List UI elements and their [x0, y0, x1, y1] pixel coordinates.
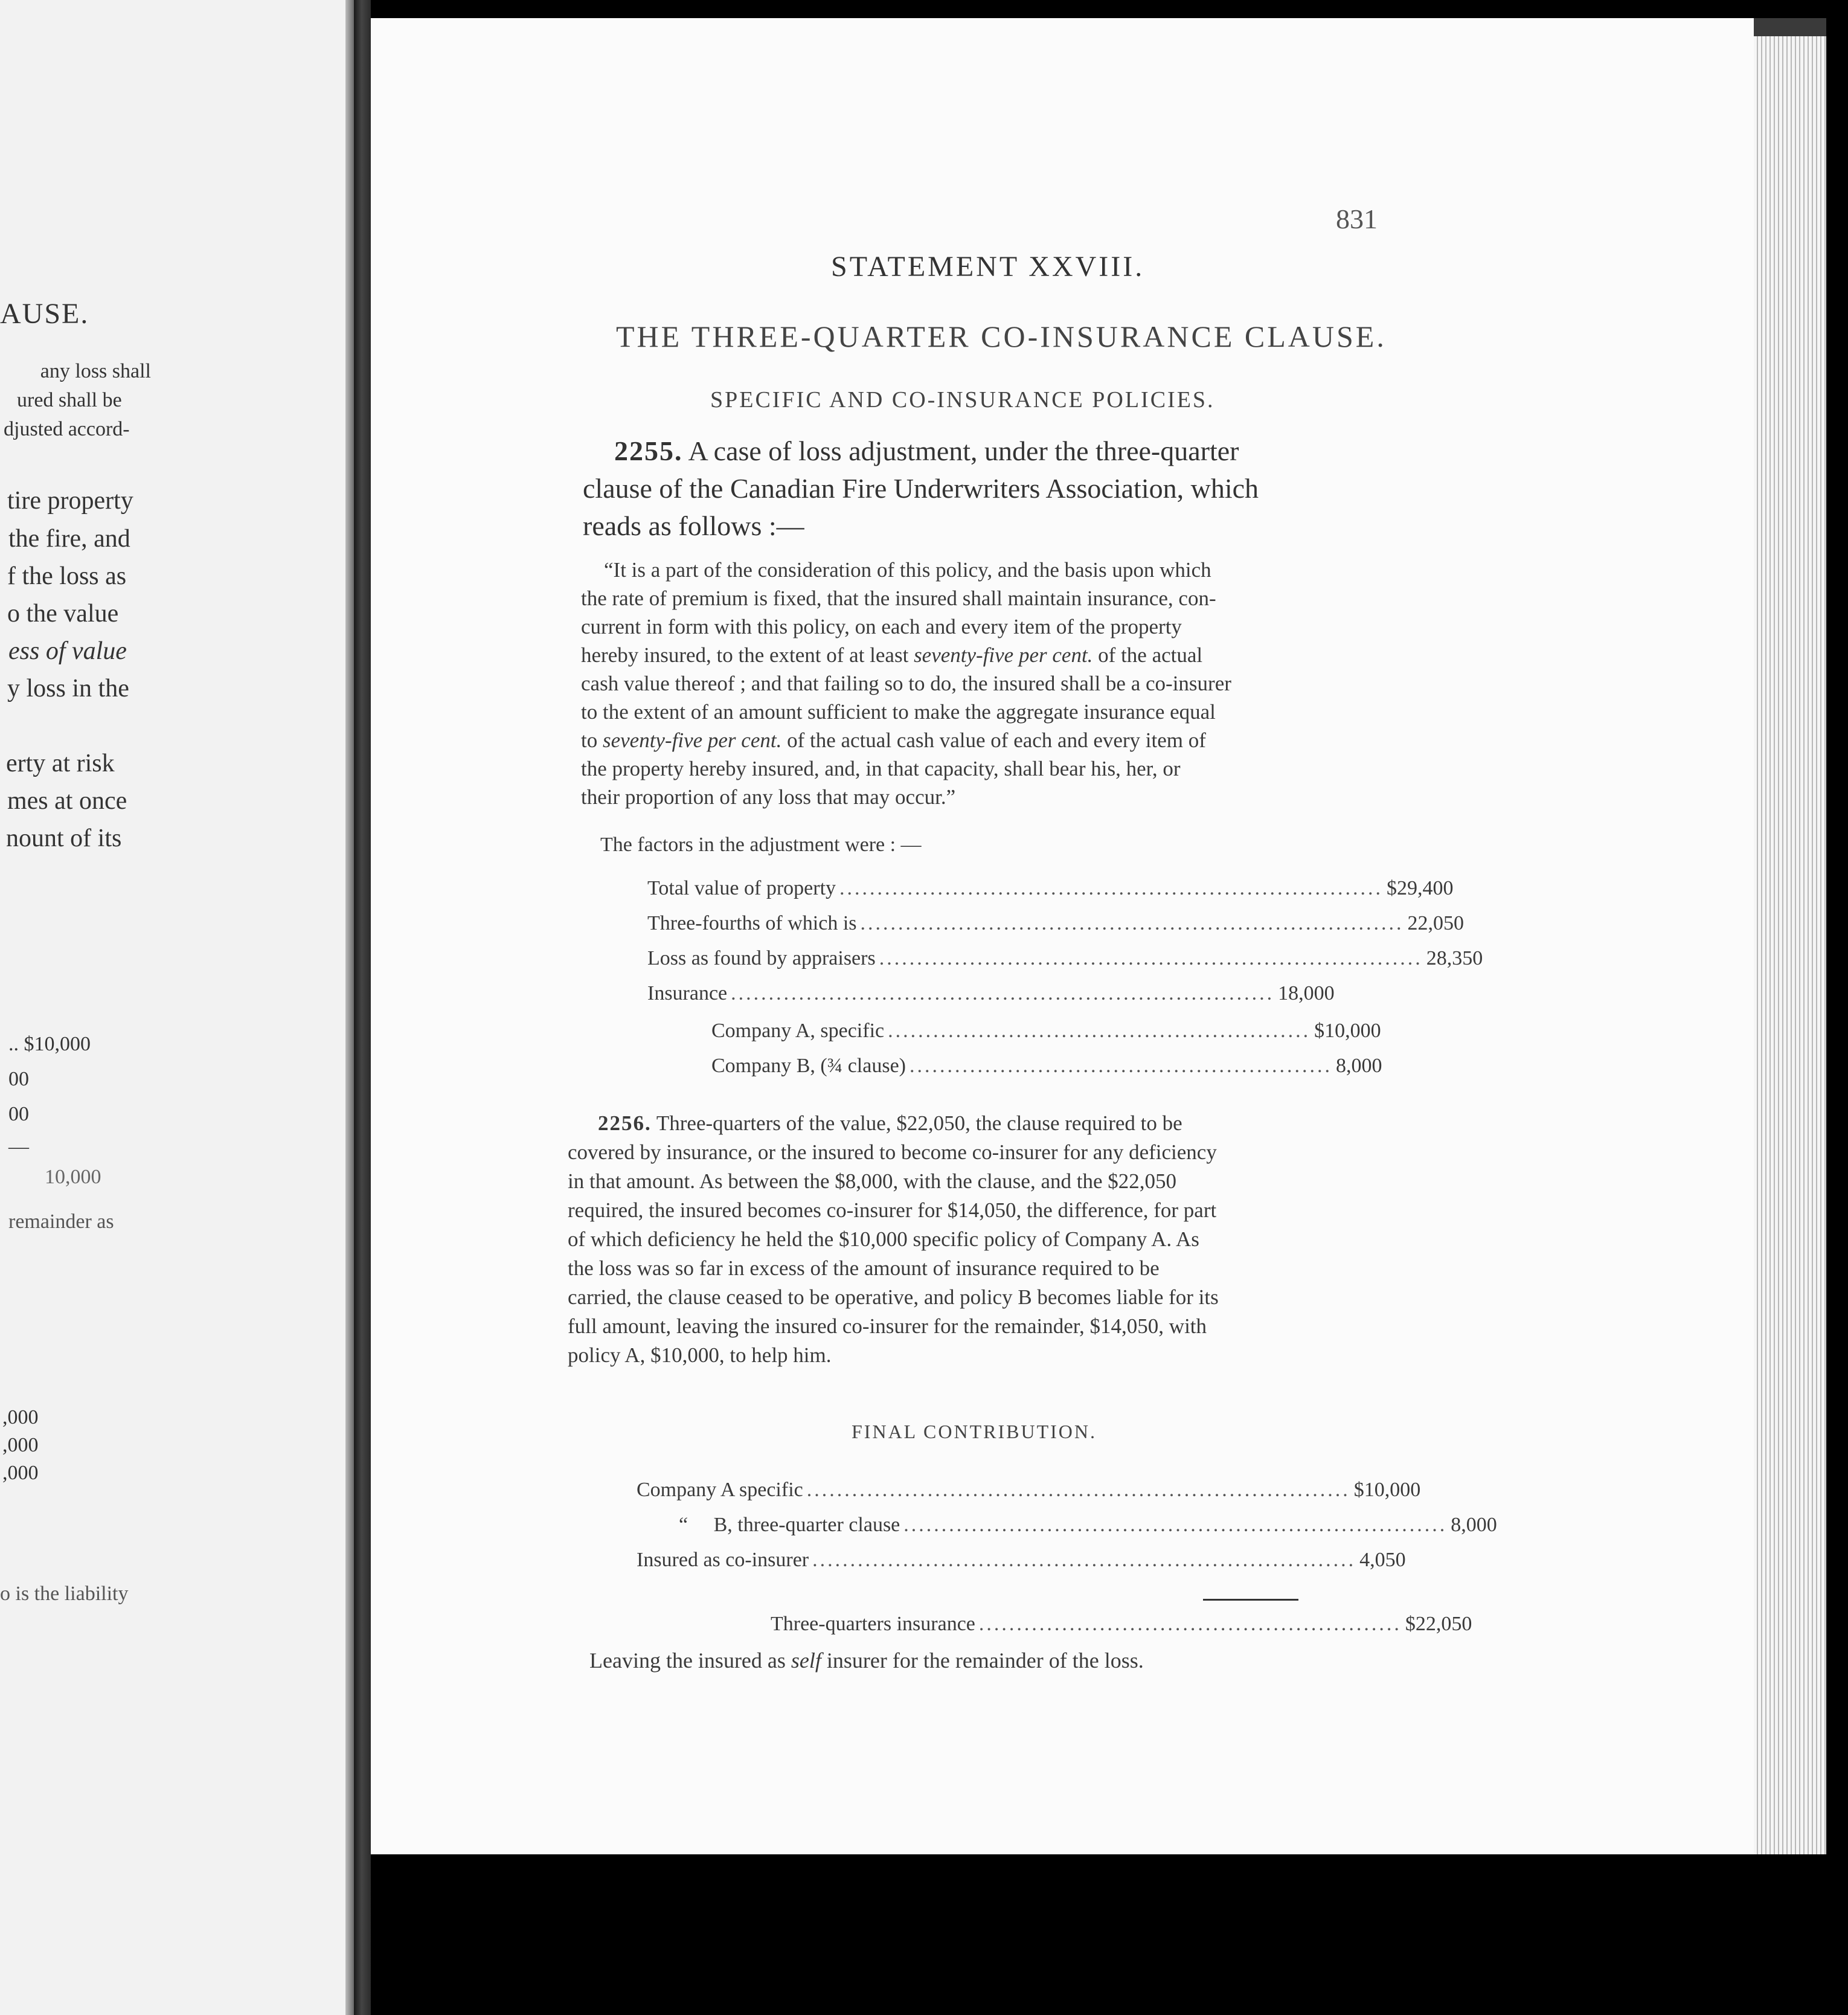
paragraph-line: policy A, $10,000, to help him. — [568, 1343, 832, 1367]
factor-row: Insurance ........................................................................ 18,000 — [647, 982, 1335, 1004]
paragraph-line: clause of the Canadian Fire Underwriters Association, which — [583, 473, 1259, 504]
factors-intro: The factors in the adjustment were : — — [600, 834, 922, 856]
total-row: Three-quarters insurance ........................................................ $22,050 — [771, 1613, 1472, 1635]
left-para-line: erty at risk — [6, 750, 115, 777]
paragraph-line: full amount, leaving the insured co-insurer for the remainder, $14,050, with — [568, 1314, 1207, 1338]
left-facing-page — [0, 0, 354, 2015]
contribution-row: Insured as co-insurer ........................................................................ 4,050 — [637, 1549, 1406, 1571]
contribution-row: Company A specific ........................................................................ $10,000 — [637, 1479, 1421, 1501]
quote-line: the property hereby insured, and, in that capacity, shall bear his, her, or — [581, 757, 1181, 780]
left-para-line: nount of its — [6, 824, 122, 852]
left-total-line: ,000 — [2, 1434, 39, 1456]
quoted-clause — [581, 556, 1231, 811]
left-para-line: tire property — [7, 487, 133, 515]
factor-row: Total value of property ........................................................................ $29,400 — [647, 877, 1454, 899]
paragraph-line: Three-quarters of the value, $22,050, the clause required to be — [656, 1111, 1182, 1135]
contribution-row: “ B, three-quarter clause ........................................................................ 8,000 — [679, 1514, 1497, 1536]
section-number: 2256. — [598, 1111, 652, 1135]
company-row: Company B, (¾ clause) ........................................................ 8,000 — [711, 1055, 1382, 1077]
quote-line: to the extent of an amount sufficient to make the aggregate insurance equal — [581, 700, 1216, 724]
page-number: 831 — [1336, 204, 1378, 234]
page-block-edge — [1754, 36, 1826, 1860]
quote-line: their proportion of any loss that may occur.” — [581, 785, 956, 809]
clause-title: THE THREE-QUARTER CO-INSURANCE CLAUSE. — [616, 320, 1387, 353]
left-para-line: y loss in the — [7, 675, 129, 702]
left-para-line: mes at once — [7, 787, 127, 815]
quote-line: cash value thereof ; and that failing so to do, the insured shall be a co-insurer — [581, 672, 1231, 695]
left-ledger-line: 10,000 — [45, 1166, 101, 1188]
left-intro-line: djusted accord- — [4, 418, 130, 440]
scan-background — [371, 1854, 1826, 2015]
paragraph-line: carried, the clause ceased to be operative, and policy B becomes liable for its — [568, 1285, 1219, 1309]
left-gutter-shadow — [345, 0, 354, 2015]
statement-title: STATEMENT XXVIII. — [831, 251, 1145, 283]
factor-row: Three-fourths of which is ........................................................................ 22,050 — [647, 912, 1465, 934]
left-ledger-line: 00 — [8, 1068, 29, 1090]
company-row: Company A, specific ........................................................ $10,000 — [711, 1020, 1381, 1042]
left-ledger-line: remainder as — [8, 1210, 114, 1233]
paragraph-2256 — [568, 1109, 1219, 1370]
book-spine — [354, 0, 371, 2015]
left-total-line: ,000 — [2, 1406, 39, 1428]
sum-rule — [1203, 1599, 1298, 1601]
quote-line: “It is a part of the consideration of this policy, and the basis upon which — [604, 558, 1211, 582]
page-edge-shadow — [1754, 18, 1826, 36]
paragraph-line: of which deficiency he held the $10,000 specific policy of Company A. As — [568, 1227, 1199, 1251]
paragraph-2255 — [583, 432, 1259, 545]
left-bottom-line: o is the liability — [0, 1583, 129, 1605]
closing-line: Leaving the insured as self insurer for the remainder of the loss. — [589, 1648, 1144, 1673]
left-para-line: f the loss as — [7, 562, 127, 590]
section-number: 2255. — [614, 435, 683, 466]
left-heading: AUSE. — [0, 298, 89, 330]
paragraph-line: reads as follows :— — [583, 510, 804, 541]
left-ledger-line: 00 — [8, 1103, 29, 1125]
paragraph-line: covered by insurance, or the insured to become co-insurer for any deficiency — [568, 1140, 1217, 1164]
left-intro-line: any loss shall — [40, 360, 151, 382]
left-para-line: o the value — [7, 600, 119, 628]
left-ledger-line: — — [8, 1136, 29, 1158]
left-para-line: the fire, and — [8, 525, 130, 553]
paragraph-line: required, the insured becomes co-insurer for $14,050, the difference, for part — [568, 1198, 1217, 1222]
paragraph-line: in that amount. As between the $8,000, with the clause, and the $22,050 — [568, 1169, 1176, 1193]
quote-line: current in form with this policy, on each and every item of the property — [581, 615, 1182, 638]
left-para-line: ess of value — [8, 637, 127, 665]
left-total-line: ,000 — [2, 1462, 39, 1484]
left-intro-line: ured shall be — [17, 389, 122, 411]
quote-line: to seventy-five per cent. of the actual cash value of each and every item of — [581, 728, 1206, 752]
final-contribution-title: FINAL CONTRIBUTION. — [852, 1421, 1097, 1442]
quote-line: hereby insured, to the extent of at least seventy-five per cent. of the actual — [581, 643, 1203, 667]
right-page — [371, 18, 1754, 1854]
policies-title: SPECIFIC AND CO-INSURANCE POLICIES. — [710, 387, 1215, 413]
quote-line: the rate of premium is fixed, that the insured shall maintain insurance, con- — [581, 587, 1216, 610]
left-ledger-line: .. $10,000 — [8, 1033, 91, 1055]
paragraph-line: A case of loss adjustment, under the three-quarter — [688, 435, 1239, 466]
factor-row: Loss as found by appraisers ........................................................................ 28,350 — [647, 947, 1483, 969]
paragraph-line: the loss was so far in excess of the amount of insurance required to be — [568, 1256, 1160, 1280]
